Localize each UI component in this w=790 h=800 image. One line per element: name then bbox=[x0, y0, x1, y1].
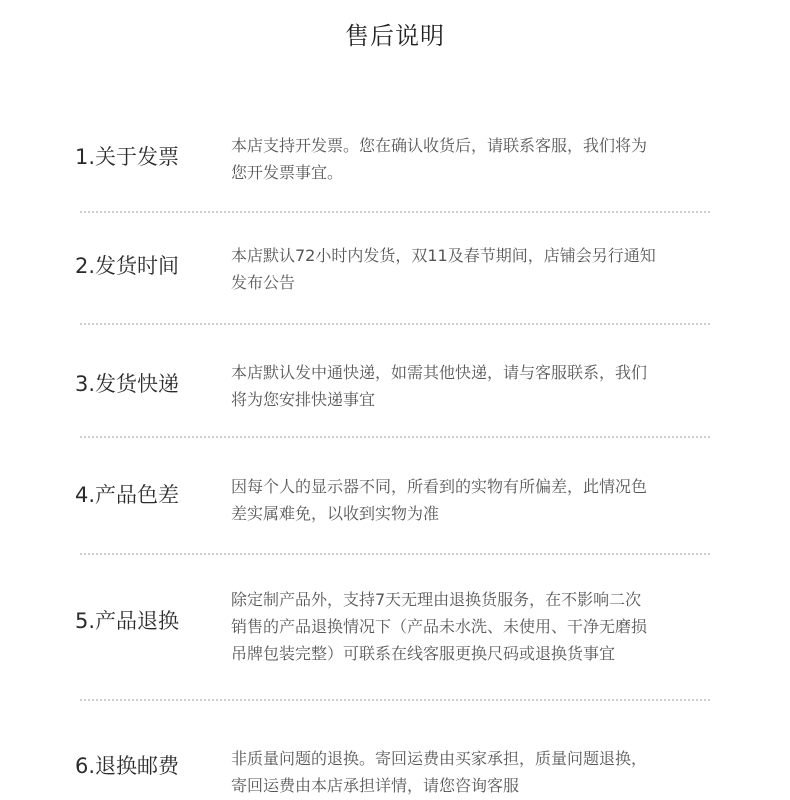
section-divider bbox=[80, 553, 710, 555]
section-body bbox=[231, 745, 721, 799]
section-title: 1.关于发票 bbox=[75, 145, 180, 169]
section-body bbox=[231, 473, 721, 527]
section-title: 4.产品色差 bbox=[75, 483, 180, 507]
section-body bbox=[231, 132, 721, 186]
section-body bbox=[231, 359, 721, 413]
page-title: 售后说明 bbox=[345, 22, 445, 50]
body-line: 因每个人的显示器不同，所看到的实物有所偏差，此情况色 bbox=[231, 477, 648, 496]
body-line: 差实属难免，以收到实物为准 bbox=[231, 504, 440, 523]
body-line: 本店默认72小时内发货，双11及春节期间，店铺会另行通知 bbox=[231, 246, 656, 265]
body-line: 除定制产品外，支持7天无理由退换货服务，在不影响二次 bbox=[231, 590, 642, 609]
section-body bbox=[231, 242, 721, 296]
section-title: 3.发货快递 bbox=[75, 372, 180, 396]
body-line: 本店支持开发票。您在确认收货后，请联系客服，我们将为 bbox=[231, 136, 648, 155]
body-line: 吊牌包装完整）可联系在线客服更换尺码或退换货事宜 bbox=[231, 644, 616, 663]
body-line: 非质量问题的退换。寄回运费由买家承担，质量问题退换， bbox=[231, 749, 648, 768]
body-line: 您开发票事宜。 bbox=[231, 163, 344, 182]
section-divider bbox=[80, 436, 710, 438]
section-divider bbox=[80, 323, 710, 325]
section-title: 5.产品退换 bbox=[75, 609, 180, 633]
body-line: 销售的产品退换情况下（产品未水洗、未使用、干净无磨损 bbox=[231, 617, 648, 636]
body-line: 寄回运费由本店承担详情，请您咨询客服 bbox=[231, 776, 520, 795]
section-body bbox=[231, 586, 721, 667]
section-divider bbox=[80, 211, 710, 213]
body-line: 将为您安排快递事宜 bbox=[231, 390, 376, 409]
section-title: 6.退换邮费 bbox=[75, 754, 180, 778]
body-line: 本店默认发中通快递，如需其他快递，请与客服联系，我们 bbox=[231, 363, 648, 382]
body-line: 发布公告 bbox=[231, 273, 296, 292]
section-divider bbox=[80, 699, 710, 701]
section-title: 2.发货时间 bbox=[75, 254, 180, 278]
